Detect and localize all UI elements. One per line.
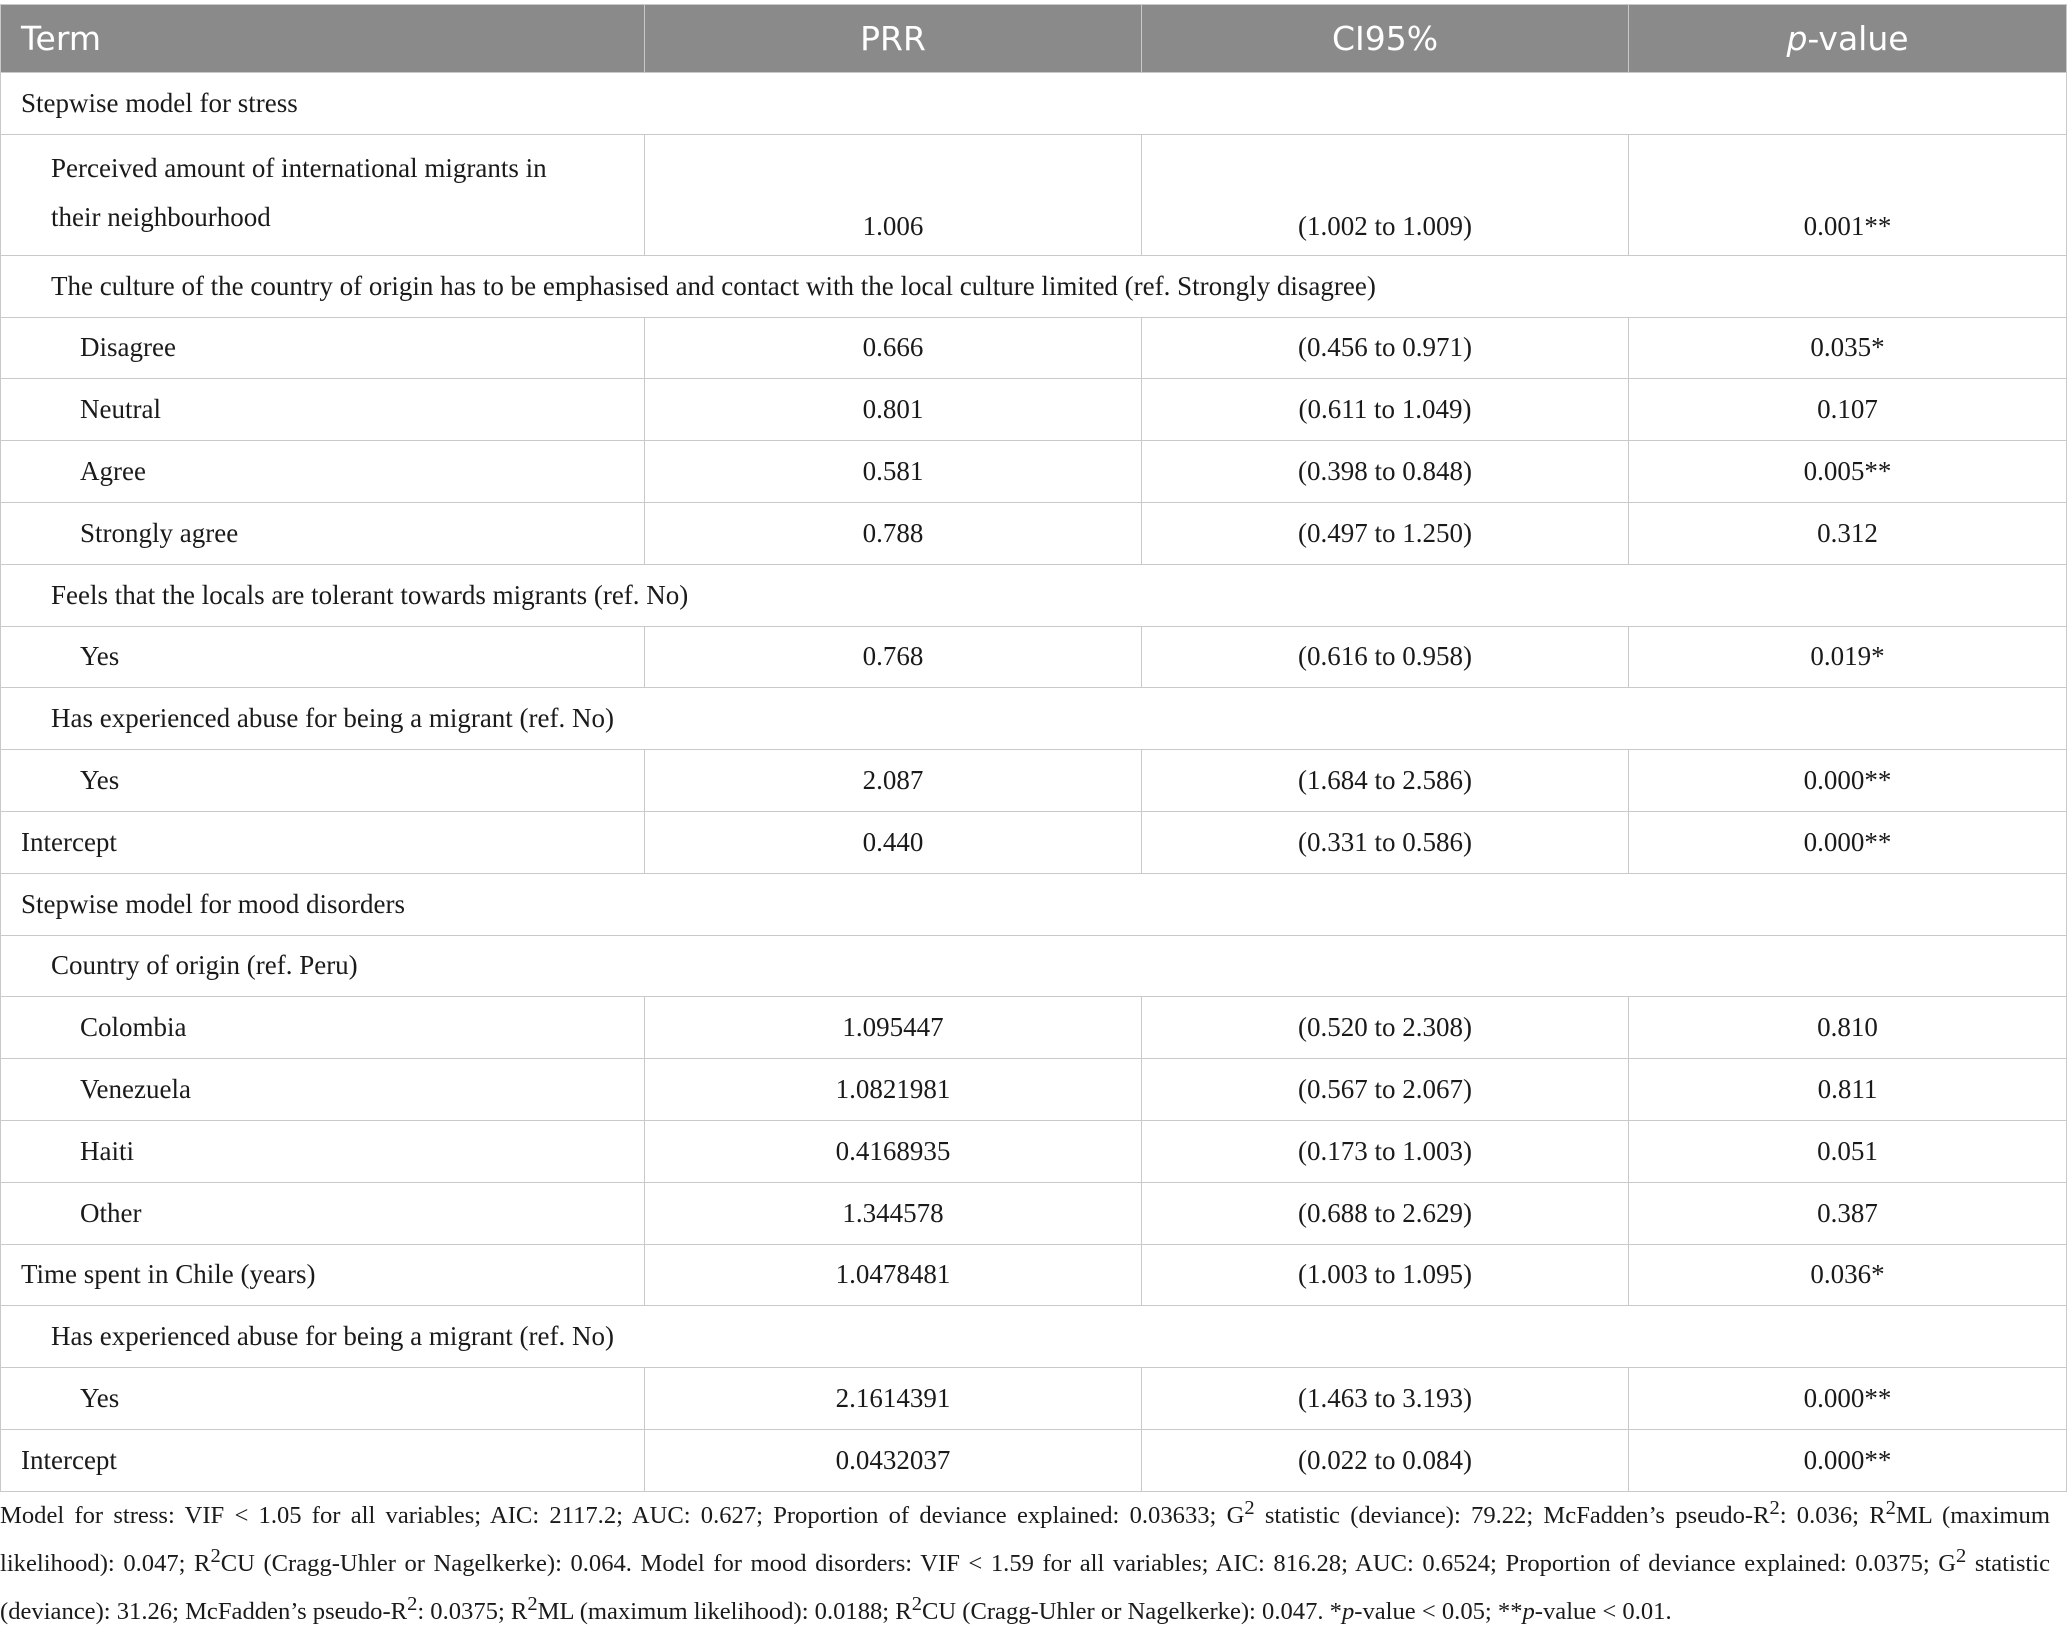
ci95-cell: (1.463 to 3.193) (1142, 1368, 1629, 1430)
table-row (1, 1368, 2067, 1430)
results-table-container (0, 4, 2067, 1492)
term-line: Perceived amount of international migrants in (51, 152, 547, 183)
ci95-cell: (0.331 to 0.586) (1142, 811, 1629, 873)
header-term: Term (1, 5, 645, 73)
header-prr: PRR (645, 5, 1142, 73)
ci95-cell: (0.398 to 0.848) (1142, 441, 1629, 503)
ci95-cell: (0.173 to 1.003) (1142, 1120, 1629, 1182)
term-cell: Venezuela (1, 1059, 645, 1121)
term-cell: Yes (1, 750, 645, 812)
table-row (1, 134, 2067, 255)
ci95-cell: (0.497 to 1.250) (1142, 502, 1629, 564)
term-cell: Neutral (1, 379, 645, 441)
prr-cell: 0.0432037 (645, 1429, 1142, 1491)
term-cell: Yes (1, 1368, 645, 1430)
section-label: Stepwise model for mood disorders (1, 873, 2067, 935)
prr-cell: 1.0821981 (645, 1059, 1142, 1121)
table-section-row (1, 935, 2067, 997)
term-cell: Agree (1, 441, 645, 503)
ci95-cell: (0.688 to 2.629) (1142, 1182, 1629, 1244)
term-line: their neighbourhood (51, 201, 271, 232)
p-value-cell: 0.001** (1629, 134, 2067, 255)
p-value-cell: 0.000** (1629, 1429, 2067, 1491)
term-cell: Strongly agree (1, 502, 645, 564)
ci95-cell: (0.456 to 0.971) (1142, 317, 1629, 379)
section-label: Country of origin (ref. Peru) (1, 935, 2067, 997)
prr-cell: 0.788 (645, 502, 1142, 564)
p-value-cell: 0.312 (1629, 502, 2067, 564)
term-cell (1, 134, 645, 255)
header-ci95: CI95% (1142, 5, 1629, 73)
ci95-cell: (1.003 to 1.095) (1142, 1244, 1629, 1306)
p-value-cell: 0.000** (1629, 1368, 2067, 1430)
table-row (1, 626, 2067, 688)
table-section-row (1, 564, 2067, 626)
p-value-cell: 0.811 (1629, 1059, 2067, 1121)
table-section-row (1, 73, 2067, 135)
prr-cell: 0.4168935 (645, 1120, 1142, 1182)
ci95-cell: (0.567 to 2.067) (1142, 1059, 1629, 1121)
term-cell: Intercept (1, 1429, 645, 1491)
p-value-cell: 0.019* (1629, 626, 2067, 688)
section-label: Has experienced abuse for being a migrant (ref. No) (1, 688, 2067, 750)
term-cell: Time spent in Chile (years) (1, 1244, 645, 1306)
table-row (1, 379, 2067, 441)
ci95-cell: (0.611 to 1.049) (1142, 379, 1629, 441)
ci95-cell: (1.002 to 1.009) (1142, 134, 1629, 255)
table-row (1, 1244, 2067, 1306)
table-section-row (1, 255, 2067, 317)
p-value-cell: 0.035* (1629, 317, 2067, 379)
prr-cell: 0.666 (645, 317, 1142, 379)
prr-cell: 0.440 (645, 811, 1142, 873)
term-cell: Colombia (1, 997, 645, 1059)
table-footnote: Model for stress: VIF < 1.05 for all variables; AIC: 2117.2; AUC: 0.627; Proportion of deviance explained: 0.03633; $G^2$ statistic (deviance): 79.22; McFadden’s pseudo-$R^2$: 0.036; $R^2ML$ (maximum likelihood): 0.047; $R^2CU$ (Cragg-Uhler or Nagelkerke): 0.064. Model for mood disorders: VIF < 1.59 for all variables; AIC: 816.28; AUC: 0.6524; Proportion of deviance explained: 0.0375; $G^2$ statistic (deviance): 31.26; McFadden’s pseudo-$R^2$: 0.0375; $R^2ML$ (maximum likelihood): 0.0188; $R^2CU$ (Cragg-Uhler or Nagelkerke): 0.047. *p-value < 0.05; **p-value < 0.01. (0, 1497, 2050, 1626)
table-row (1, 317, 2067, 379)
p-value-cell: 0.000** (1629, 811, 2067, 873)
term-cell: Other (1, 1182, 645, 1244)
prr-cell: 1.006 (645, 134, 1142, 255)
p-value-cell: 0.051 (1629, 1120, 2067, 1182)
prr-cell: 0.581 (645, 441, 1142, 503)
ci95-cell: (1.684 to 2.586) (1142, 750, 1629, 812)
table-row (1, 1120, 2067, 1182)
ci95-cell: (0.022 to 0.084) (1142, 1429, 1629, 1491)
p-value-cell: 0.005** (1629, 441, 2067, 503)
table-header-row (1, 5, 2067, 73)
table-section-row (1, 873, 2067, 935)
table-row (1, 1429, 2067, 1491)
table-row (1, 1182, 2067, 1244)
ci95-cell: (0.520 to 2.308) (1142, 997, 1629, 1059)
prr-cell: 1.344578 (645, 1182, 1142, 1244)
table-section-row (1, 688, 2067, 750)
term-cell: Yes (1, 626, 645, 688)
table-section-row (1, 1306, 2067, 1368)
section-label: Stepwise model for stress (1, 73, 2067, 135)
table-row (1, 502, 2067, 564)
ci95-cell: (0.616 to 0.958) (1142, 626, 1629, 688)
prr-cell: 1.0478481 (645, 1244, 1142, 1306)
table-row (1, 997, 2067, 1059)
p-value-cell: 0.387 (1629, 1182, 2067, 1244)
term-cell: Haiti (1, 1120, 645, 1182)
term-cell: Intercept (1, 811, 645, 873)
prr-cell: 2.087 (645, 750, 1142, 812)
section-label: Feels that the locals are tolerant towards migrants (ref. No) (1, 564, 2067, 626)
prr-cell: 1.095447 (645, 997, 1142, 1059)
section-label: The culture of the country of origin has to be emphasised and contact with the local culture limited (ref. Strongly disagree) (1, 255, 2067, 317)
prr-cell: 2.1614391 (645, 1368, 1142, 1430)
prr-cell: 0.801 (645, 379, 1142, 441)
header-p-value: p-value (1629, 5, 2067, 73)
table-row (1, 750, 2067, 812)
table-row (1, 441, 2067, 503)
term-cell: Disagree (1, 317, 645, 379)
p-value-cell: 0.810 (1629, 997, 2067, 1059)
prr-cell: 0.768 (645, 626, 1142, 688)
section-label: Has experienced abuse for being a migrant (ref. No) (1, 1306, 2067, 1368)
table-row (1, 1059, 2067, 1121)
p-value-cell: 0.107 (1629, 379, 2067, 441)
p-value-cell: 0.036* (1629, 1244, 2067, 1306)
table-body (1, 73, 2067, 1492)
p-value-cell: 0.000** (1629, 750, 2067, 812)
regression-table (0, 4, 2067, 1492)
table-row (1, 811, 2067, 873)
